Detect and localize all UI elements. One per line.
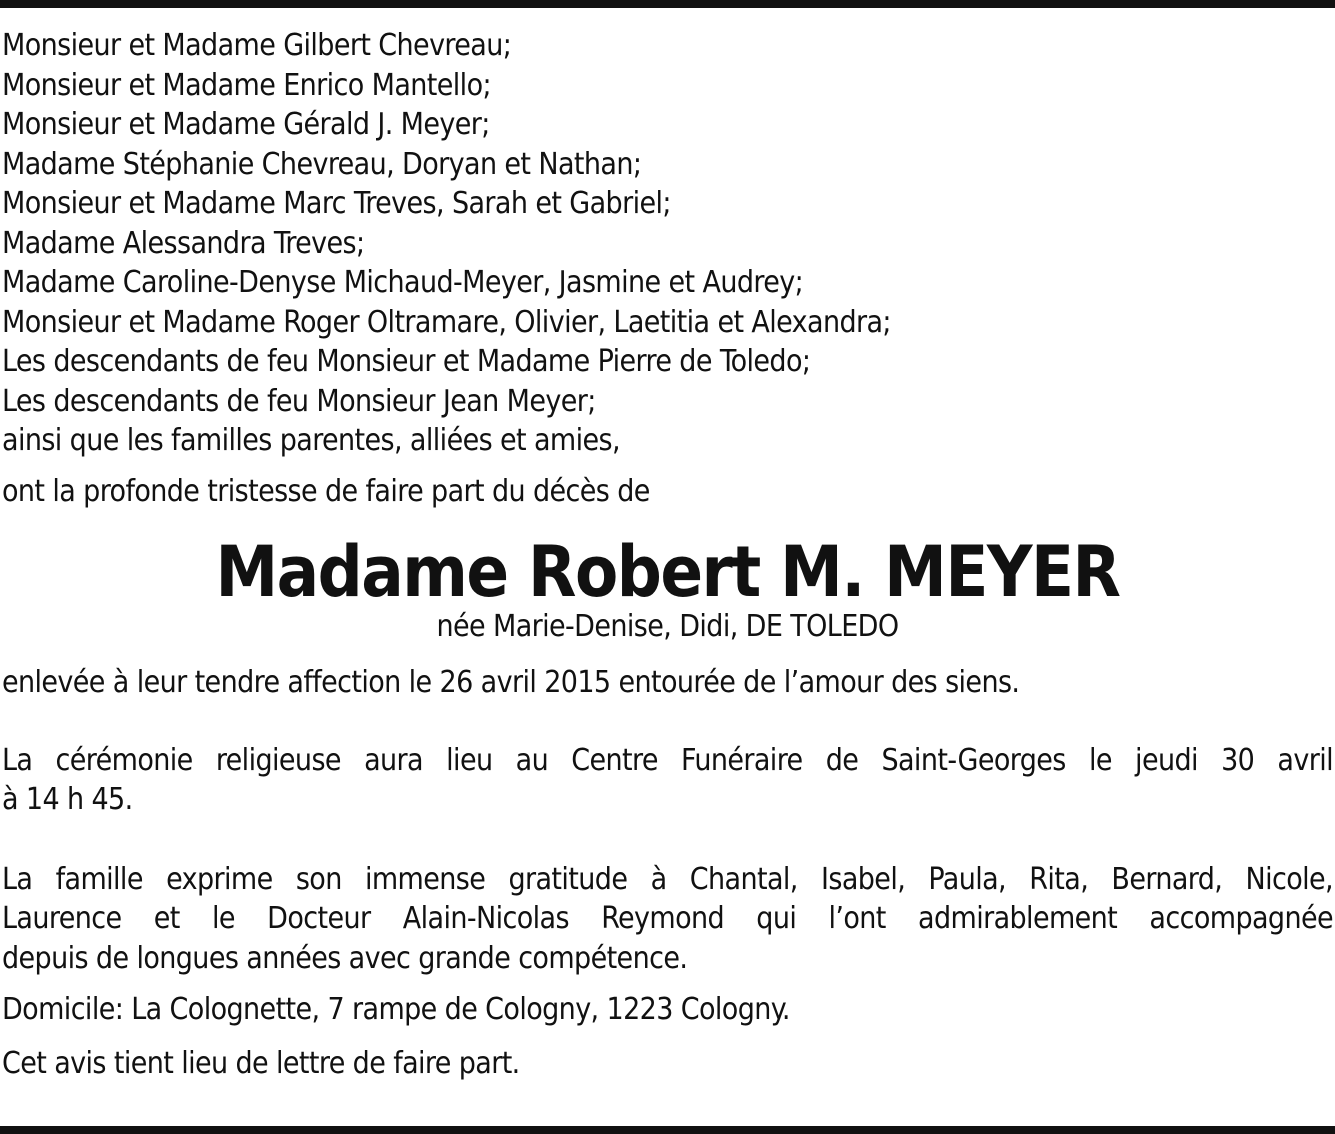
gratitude-line: La famille exprime son immense gratitude à Chantal, Isabel, Paula, Rita, Bernard, Nicole,: [2, 861, 1333, 897]
obituary-notice: [2, 26, 1333, 1083]
family-list: [2, 26, 1333, 461]
family-line: Monsieur et Madame Enrico Mantello;: [2, 67, 491, 103]
passing-paragraph: enlevée à leur tendre affection le 26 avril 2015 entourée de l’amour des siens.: [2, 665, 1020, 700]
ceremony-line: à 14 h 45.: [2, 782, 133, 817]
family-line: Monsieur et Madame Marc Treves, Sarah et Gabriel;: [2, 186, 671, 221]
family-line: Madame Caroline-Denyse Michaud-Meyer, Jasmine et Audrey;: [2, 265, 804, 300]
family-line: Monsieur et Madame Gilbert Chevreau;: [2, 28, 512, 63]
ceremony-line: La cérémonie religieuse aura lieu au Centre Funéraire de Saint-Georges le jeudi 30 avril: [2, 742, 1333, 778]
maiden-name: née Marie-Denise, Didi, DE TOLEDO: [436, 609, 899, 644]
domicile-line: Domicile: La Colognette, 7 rampe de Cologny, 1223 Cologny.: [2, 992, 790, 1027]
family-line: Les descendants de feu Monsieur Jean Meyer;: [2, 383, 596, 419]
deceased-name: Madame Robert M. MEYER: [215, 531, 1120, 613]
announcement-intro: ont la profonde tristesse de faire part du décès de: [2, 473, 650, 509]
gratitude-line: Laurence et le Docteur Alain-Nicolas Reymond qui l’ont admirablement accompagnée: [2, 901, 1333, 936]
gratitude-paragraph: [2, 860, 1333, 979]
family-line: Monsieur et Madame Roger Oltramare, Olivier, Laetitia et Alexandra;: [2, 304, 891, 340]
gratitude-line: depuis de longues années avec grande compétence.: [2, 940, 688, 976]
ceremony-paragraph: [2, 741, 1333, 820]
family-line: ainsi que les familles parentes, alliées et amies,: [2, 423, 620, 458]
closing-line: Cet avis tient lieu de lettre de faire part.: [2, 1045, 520, 1081]
top-rule: [0, 0, 1335, 8]
family-line: Les descendants de feu Monsieur et Madame Pierre de Toledo;: [2, 344, 811, 379]
family-line: Madame Alessandra Treves;: [2, 225, 365, 261]
family-line: Madame Stéphanie Chevreau, Doryan et Nathan;: [2, 146, 642, 182]
family-line: Monsieur et Madame Gérald J. Meyer;: [2, 107, 490, 142]
bottom-rule: [0, 1126, 1335, 1134]
